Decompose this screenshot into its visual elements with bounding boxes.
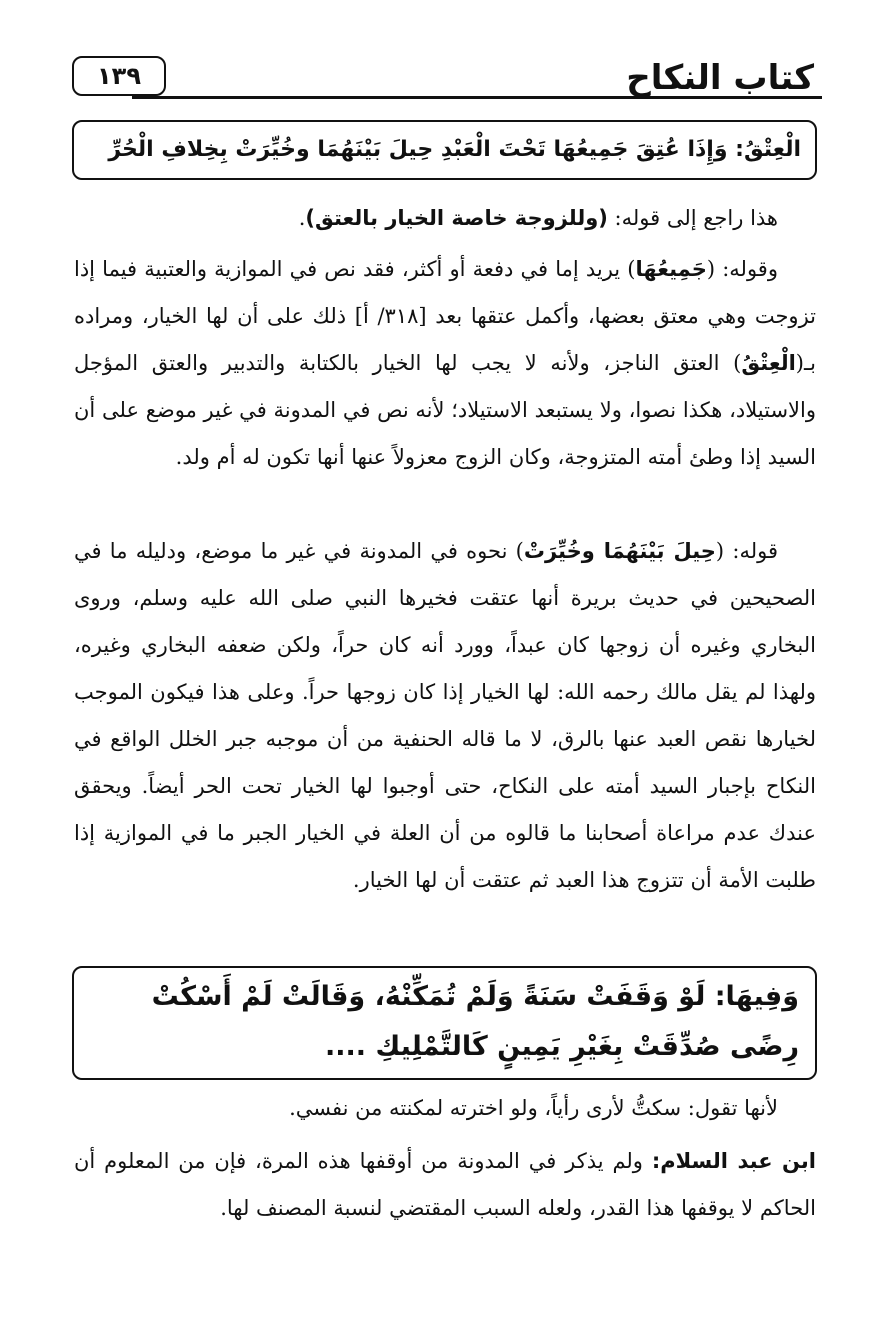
page-header (72, 52, 822, 104)
page-number: ١٣٩ (72, 56, 166, 96)
header-rule (132, 96, 822, 99)
paragraph-5-author: ابن عبد السلام: (651, 1149, 817, 1173)
matn-box-1 (72, 120, 817, 180)
paragraph-4: لأنها تقول: سكتُّ لأرى رأياً، ولو اخترته لمكنته من نفسي. (289, 1096, 778, 1120)
paragraph-1-quote: (وللزوجة خاصة الخيار بالعتق) (305, 206, 608, 230)
paragraph-5 (74, 1138, 816, 1232)
paragraph-2-mid: ) يريد إما في دفعة أو أكثر، فقد نص في الموازية والعتبية فيما إذا تزوجت وهي معتق بعضها، وأكمل عتقها بعد [٣١٨/ أ] ذلك على أن لها الخيار، ومراده بـ( (74, 257, 816, 375)
paragraph-3-lead: قوله: ( (715, 539, 778, 563)
chapter-title: كتاب النكاح (626, 58, 814, 98)
paragraph-2-rest: ) العتق الناجز، ولأنه لا يجب لها الخيار بالكتابة والتدبير والعتق المؤجل والاستيلاد، هكذا نصوا، ولا يستبعد الاستيلاد؛ لأنه نص في المدونة في غير موضع على أن السيد إذا وطئ أمته المتزوجة، وكان الزوج معزولاً عنها أنها تكون له أم ولد. (74, 351, 816, 469)
paragraph-3 (74, 528, 816, 904)
matn-text-2: وَفِيهَا: لَوْ وَقَفَتْ سَنَةً وَلَمْ تُمَكِّنْهُ، وَقَالَتْ لَمْ أَسْكُتْ رِضًى صُدِّقَتْ بِغَيْرِ يَمِينٍ كَالتَّمْلِيكِ .... (151, 981, 799, 1062)
paragraph-1-text: هذا راجع إلى قوله: (607, 206, 778, 230)
paragraph-1 (74, 195, 816, 242)
paragraph-1-end: . (298, 206, 306, 230)
paragraph-3-rest: ) نحوه في المدونة في غير ما موضع، ودليله ما في الصحيحين في حديث بريرة أنها عتقت فخيرها النبي صلى الله عليه وسلم، وروى البخاري وغيره أن زوجها كان عبداً، وورد أنه كان حراً، ولكن ضعفه البخاري وغيره، ولهذا لم يقل مالك رحمه الله: لها الخيار إذا كان زوجها حراً. وعلى هذا فيكون الموجب لخيارها نقص العبد عنها بالرق، لا ما قاله الحنفية من أن موجبه جبر الخلل الواقع في النكاح بإجبار السيد أمته على النكاح، حتى أوجبوا لها الخيار تحت الحر أيضاً. ويحقق عندك عدم مراعاة أصحابنا ما قالوه من أن العلة في الخيار الجبر ما في الموازية إذا طلبت الأمة أن تتزوج هذا العبد ثم عتقت أن لها الخيار. (74, 539, 816, 892)
matn-text-1: الْعِتْقُ: وَإِذَا عُتِقَ جَمِيعُهَا تَحْتَ الْعَبْدِ حِيلَ بَيْنَهُمَا وخُيِّرَتْ بِخِلافِ الْحُرِّ (108, 137, 801, 162)
paragraph-2-quote-2: الْعِتْقُ (741, 351, 796, 375)
matn-box-2 (72, 966, 817, 1080)
paragraph-3-quote: حِيلَ بَيْنَهُمَا وخُيِّرَتْ (523, 539, 716, 563)
paragraph-2 (74, 246, 816, 481)
paragraph-2-quote-1: جَمِيعُهَا (635, 257, 707, 281)
paragraph-5-rest: ولم يذكر في المدونة من أوقفها هذه المرة، فإن من المعلوم أن الحاكم لا يوقفها هذا القدر، ولعله السبب المقتضي لنسبة المصنف لها. (74, 1149, 816, 1220)
paragraph-2-lead: وقوله: ( (706, 257, 778, 281)
